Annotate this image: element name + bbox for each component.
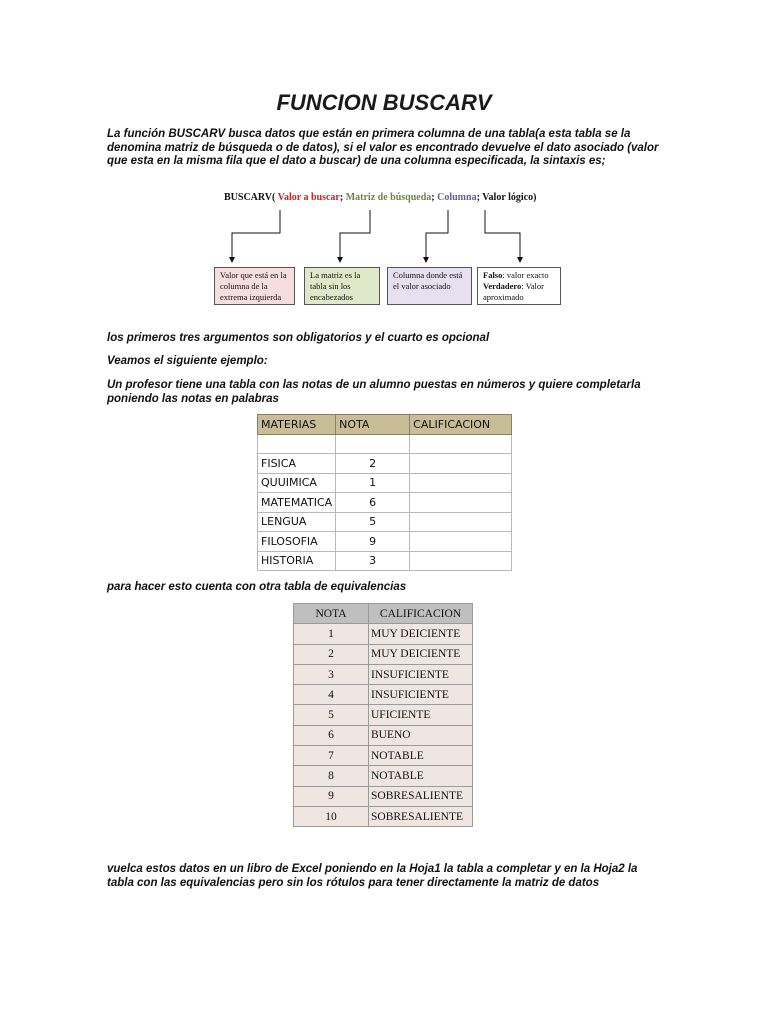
table-cell: MUY DEICIENTE — [369, 644, 473, 664]
table-cell — [258, 434, 336, 454]
syntax-arrows — [200, 205, 540, 267]
page-title: FUNCION BUSCARV — [276, 90, 492, 115]
table-cell: 1 — [336, 473, 410, 493]
column-header: CALIFICACION — [410, 415, 512, 435]
table-cell: 2 — [336, 454, 410, 474]
table-cell: 1 — [294, 624, 369, 644]
table-cell: 9 — [294, 786, 369, 806]
table-cell: HISTORIA — [258, 551, 336, 571]
syntax-arg-columna: Columna — [437, 192, 477, 203]
profesor-paragraph: Un profesor tiene una tabla con las notas de un alumno puestas en números y quiere completarla poniendo las notas en palabras — [107, 379, 641, 405]
box-verdadero-text: : Valor aproximado — [483, 281, 544, 302]
equivalence-row — [294, 806, 473, 826]
syntax-arg-matriz: Matriz de búsqueda — [345, 192, 432, 203]
table-cell: INSUFICIENTE — [369, 685, 473, 705]
grades-row — [258, 512, 512, 532]
table-cell: NOTABLE — [369, 766, 473, 786]
args-paragraph: los primeros tres argumentos son obligatorios y el cuarto es opcional — [107, 332, 490, 344]
grades-row — [258, 454, 512, 474]
grades-row — [258, 434, 512, 454]
column-header: NOTA — [294, 604, 369, 624]
table-cell — [410, 434, 512, 454]
equivalence-row — [294, 644, 473, 664]
arrow-valor — [232, 210, 280, 260]
table-cell — [410, 532, 512, 552]
table-cell: 3 — [294, 664, 369, 684]
table-cell: SOBRESALIENTE — [369, 786, 473, 806]
equivalence-row — [294, 766, 473, 786]
table-cell: 5 — [294, 705, 369, 725]
syntax-formula — [224, 192, 536, 203]
table-cell: 10 — [294, 806, 369, 826]
syntax-sep-2: ; — [431, 192, 438, 203]
syntax-suffix: ) — [533, 192, 537, 203]
column-header: CALIFICACION — [369, 604, 473, 624]
table-cell — [410, 473, 512, 493]
intro-paragraph: La función BUSCARV busca datos que están en primera columna de una tabla(a esta tabla se la denomina matriz de búsqueda o de datos), si el valor es encontrado devuelve el dato asociado (valor que esta en la misma fila que el dato a buscar) de una columna especificada, la sintaxis es; — [107, 128, 659, 167]
syntax-prefix: BUSCARV( — [224, 192, 278, 203]
box-falso-label: Falso — [483, 270, 503, 280]
table-cell: 6 — [336, 493, 410, 513]
box-columna-text: Columna donde está el valor asociado — [393, 270, 463, 291]
table-cell: NOTABLE — [369, 746, 473, 766]
arrow-logico — [485, 210, 520, 260]
table-cell: MATEMATICA — [258, 493, 336, 513]
box-falso-text: : valor exacto — [502, 270, 549, 280]
table-cell: 7 — [294, 746, 369, 766]
box-valor-buscar — [214, 267, 295, 305]
table-cell: SOBRESALIENTE — [369, 806, 473, 826]
table-cell: BUENO — [369, 725, 473, 745]
box-valor-text: Valor que está en la columna de la extrema izquierda — [220, 270, 287, 302]
table-cell — [410, 551, 512, 571]
table-cell: 6 — [294, 725, 369, 745]
table-header-row — [258, 415, 512, 435]
table-cell: 8 — [294, 766, 369, 786]
equivalence-row — [294, 786, 473, 806]
table-header-row — [294, 604, 473, 624]
equiv-paragraph: para hacer esto cuenta con otra tabla de equivalencias — [107, 581, 407, 593]
table-cell — [336, 434, 410, 454]
table-cell: FISICA — [258, 454, 336, 474]
table-cell — [410, 454, 512, 474]
table-cell: 9 — [336, 532, 410, 552]
syntax-arg-logico: Valor lógico — [482, 192, 534, 203]
arrow-columna — [426, 210, 448, 260]
box-matriz — [304, 267, 380, 305]
table-cell: INSUFICIENTE — [369, 664, 473, 684]
table-cell: 4 — [294, 685, 369, 705]
final-paragraph: vuelca estos datos en un libro de Excel poniendo en la Hoja1 la tabla a completar y en la Hoja2 la tabla con las equivalencias pero sin los rótulos para tener directamente la matriz de datos — [107, 863, 638, 889]
table-cell — [410, 493, 512, 513]
table-cell: MUY DEICIENTE — [369, 624, 473, 644]
box-verdadero-label: Verdadero — [483, 281, 522, 291]
equivalence-row — [294, 746, 473, 766]
box-valor-logico — [477, 267, 561, 305]
table-cell: QUUIMICA — [258, 473, 336, 493]
equivalence-row — [294, 725, 473, 745]
equivalence-row — [294, 664, 473, 684]
grades-table — [257, 414, 512, 571]
example-paragraph: Veamos el siguiente ejemplo: — [107, 355, 268, 367]
grades-row — [258, 551, 512, 571]
grades-row — [258, 473, 512, 493]
equivalence-row — [294, 624, 473, 644]
equivalence-row — [294, 685, 473, 705]
column-header: MATERIAS — [258, 415, 336, 435]
column-header: NOTA — [336, 415, 410, 435]
equivalence-table — [293, 603, 473, 827]
syntax-sep-3: ; — [476, 192, 483, 203]
box-matriz-text: La matriz es la tabla sin los encabezados — [310, 270, 361, 302]
box-columna — [387, 267, 472, 305]
table-cell: 5 — [336, 512, 410, 532]
table-cell: 2 — [294, 644, 369, 664]
syntax-sep-1: ; — [339, 192, 346, 203]
equivalence-row — [294, 705, 473, 725]
arrow-matriz — [340, 210, 370, 260]
table-cell: FILOSOFIA — [258, 532, 336, 552]
table-cell: UFICIENTE — [369, 705, 473, 725]
grades-row — [258, 532, 512, 552]
syntax-arg-valor: Valor a buscar — [277, 192, 340, 203]
table-cell: LENGUA — [258, 512, 336, 532]
grades-row — [258, 493, 512, 513]
table-cell: 3 — [336, 551, 410, 571]
table-cell — [410, 512, 512, 532]
